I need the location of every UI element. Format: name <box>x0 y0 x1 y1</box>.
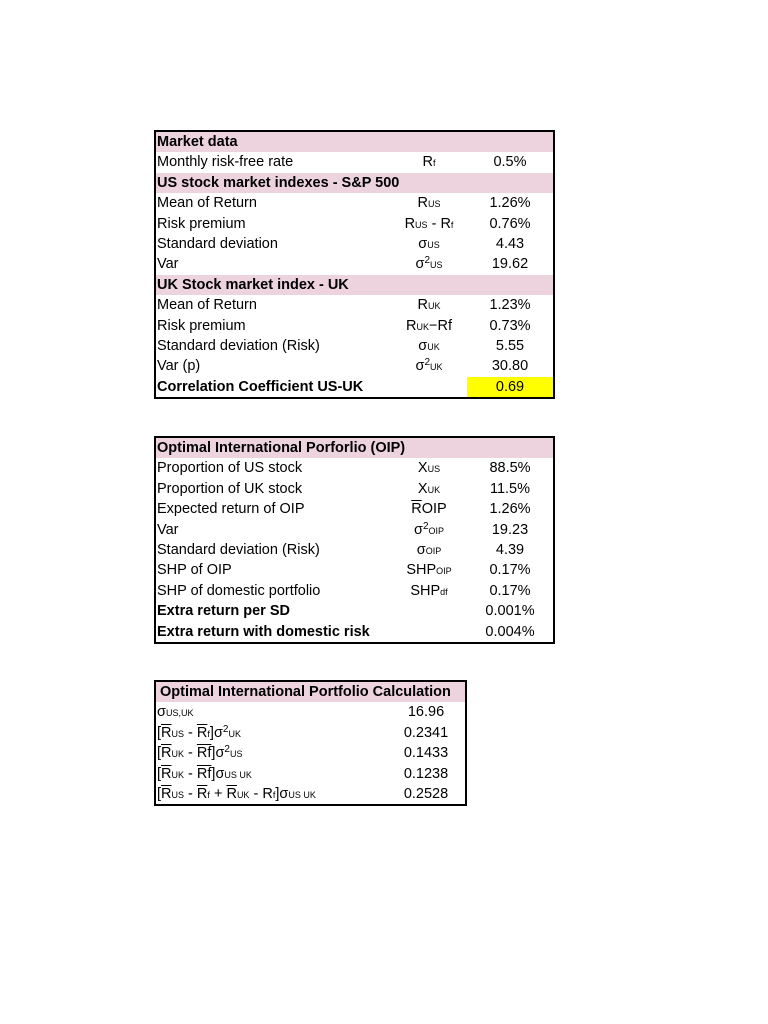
row-calc-2: $[\overline{R}US - \overline{R}f]\sigma^2UK$ 0.2341 <box>157 723 449 741</box>
row-us-sd: Standard deviation σUS 4.43 <box>157 235 525 252</box>
correlation-value-highlight: 0.69 <box>467 377 553 397</box>
oip-calc-header: Optimal International Portfolio Calculation <box>156 682 465 702</box>
row-shp-oip: SHP of OIP SHPOIP 0.17% <box>157 562 531 579</box>
uk-market-header: UK Stock market index - UK <box>156 275 553 295</box>
row-us-var: Var $\sigma^2US$ 19.62 <box>157 255 529 273</box>
row-us-risk-premium: Risk premium RUS - Rf 0.76% <box>157 215 531 232</box>
oip-header: Optimal International Porforlio (OIP) <box>156 438 553 458</box>
market-data-header <box>156 132 553 152</box>
row-oip-sd: Standard deviation (Risk) σOIP 4.39 <box>157 541 525 558</box>
row-us-mean: Mean of Return RUS 1.26% <box>157 195 531 212</box>
symbol-rf: Rf <box>422 154 436 171</box>
market-data-title: Market data <box>157 134 238 150</box>
row-uk-mean: Mean of Return RUK 1.23% <box>157 297 531 314</box>
row-expected-return-oip: Expected return of OIP $\overline{R}OIP$ 1.26% <box>157 501 531 518</box>
row-uk-sd: Standard deviation (Risk) σUK 5.55 <box>157 337 525 354</box>
row-correlation: Correlation Coefficient US-UK 0.69 <box>156 377 553 397</box>
row-calc-3: $[\overline{R}UK - \overline{Rf}]\sigma^2US$ 0.1433 <box>157 744 449 762</box>
row-prop-us: Proportion of US stock XUS 88.5% <box>157 460 531 477</box>
row-oip-var: Var $\sigma^2OIP$ 19.23 <box>157 520 529 538</box>
row-cov-us-uk: σUS,UK 16.96 <box>157 704 445 721</box>
row-prop-uk: Proportion of UK stock XUK 11.5% <box>157 480 531 497</box>
us-market-header: US stock market indexes - S&P 500 <box>156 173 553 193</box>
row-extra-return-sd: Extra return per SD 0.001% <box>157 603 535 620</box>
row-extra-return-domestic: Extra return with domestic risk 0.004% <box>157 623 535 640</box>
row-uk-risk-premium: Risk premium RUK−Rf 0.73% <box>157 317 531 334</box>
row-shp-domestic: SHP of domestic portfolio SHPdf 0.17% <box>157 582 531 599</box>
market-data-table <box>154 130 555 399</box>
row-risk-free-rate: Monthly risk-free rate Rf 0.5% <box>156 152 553 172</box>
oip-calc-table <box>154 680 467 806</box>
oip-table <box>154 436 555 644</box>
row-uk-var: Var (p) $\sigma^2UK$ 30.80 <box>157 357 529 375</box>
row-calc-4: $[\overline{R}UK - \overline{Rf}]\sigma US$ UK 0.1238 <box>157 765 449 782</box>
row-calc-5: $[\overline{R}US - \overline{R}f + \overline{R}UK - Rf]\sigma US$ UK 0.2528 <box>157 785 449 802</box>
